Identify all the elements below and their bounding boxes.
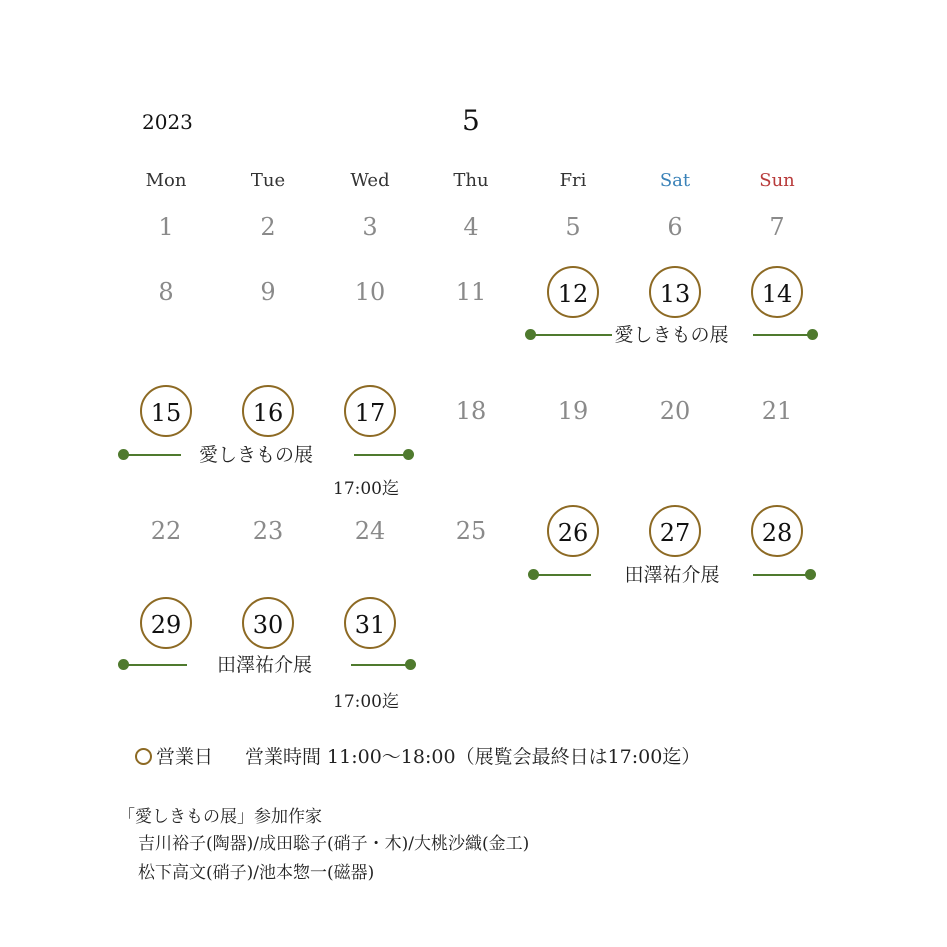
day-13-open: 13 (649, 266, 701, 318)
open-day-ring-icon (135, 748, 152, 765)
event-end-dot (807, 329, 818, 340)
day-15-open: 15 (140, 385, 192, 437)
closing-time-note: 17:00迄 (333, 692, 399, 712)
event-line (753, 574, 811, 576)
day-20: 20 (659, 397, 691, 425)
day-21: 21 (761, 397, 793, 425)
day-7: 7 (769, 213, 785, 241)
legend (135, 742, 700, 769)
day-14-open: 14 (751, 266, 803, 318)
day-2: 2 (260, 213, 276, 241)
day-4: 4 (463, 213, 479, 241)
event-bar-tazawa-1 (528, 563, 816, 587)
day-28-open: 28 (751, 505, 803, 557)
event-end-dot (805, 569, 816, 580)
event-bar-aishiki-1 (525, 323, 818, 347)
event-label: 田澤祐介展 (216, 654, 312, 676)
weekday-tue: Tue (250, 170, 286, 191)
event-line (351, 664, 411, 666)
weekday-wed: Wed (350, 170, 390, 191)
open-day-label: 営業日 (156, 746, 214, 768)
artists-line-2: 松下高文(硝子)/池本惣一(磁器) (138, 863, 375, 883)
year: 2023 (142, 110, 193, 134)
event-label: 愛しきもの展 (198, 444, 313, 466)
day-30-open: 30 (242, 597, 294, 649)
day-26-open: 26 (547, 505, 599, 557)
day-23: 23 (252, 517, 284, 545)
event-bar-tazawa-2 (118, 653, 416, 677)
day-3: 3 (362, 213, 378, 241)
day-6: 6 (667, 213, 683, 241)
event-end-dot (403, 449, 414, 460)
weekday-mon: Mon (145, 170, 187, 191)
event-line (354, 454, 409, 456)
event-line (533, 574, 591, 576)
day-24: 24 (354, 517, 386, 545)
event-end-dot (405, 659, 416, 670)
weekday-thu: Thu (453, 170, 489, 191)
weekday-sat: Sat (659, 170, 691, 191)
event-label: 愛しきもの展 (614, 324, 729, 346)
day-19: 19 (557, 397, 589, 425)
day-25: 25 (455, 517, 487, 545)
day-1: 1 (158, 213, 174, 241)
day-18: 18 (455, 397, 487, 425)
day-12-open: 12 (547, 266, 599, 318)
day-29-open: 29 (140, 597, 192, 649)
day-5: 5 (565, 213, 581, 241)
day-8: 8 (158, 278, 174, 306)
closing-time-note: 17:00迄 (333, 479, 399, 499)
day-27-open: 27 (649, 505, 701, 557)
artists-heading: 「愛しきもの展」参加作家 (118, 807, 322, 827)
event-label: 田澤祐介展 (624, 564, 720, 586)
day-16-open: 16 (242, 385, 294, 437)
month: 5 (462, 104, 480, 137)
day-11: 11 (455, 278, 487, 306)
business-hours: 営業時間 11:00〜18:00（展覧会最終日は17:00迄） (245, 746, 701, 768)
artists-line-1: 吉川裕子(陶器)/成田聡子(硝子・木)/大桃沙織(金工) (138, 834, 530, 854)
day-10: 10 (354, 278, 386, 306)
day-9: 9 (260, 278, 276, 306)
event-line (753, 334, 813, 336)
day-17-open: 17 (344, 385, 396, 437)
weekday-sun: Sun (759, 170, 795, 191)
event-bar-aishiki-2 (118, 443, 414, 467)
day-31-open: 31 (344, 597, 396, 649)
day-22: 22 (150, 517, 182, 545)
weekday-fri: Fri (559, 170, 587, 191)
